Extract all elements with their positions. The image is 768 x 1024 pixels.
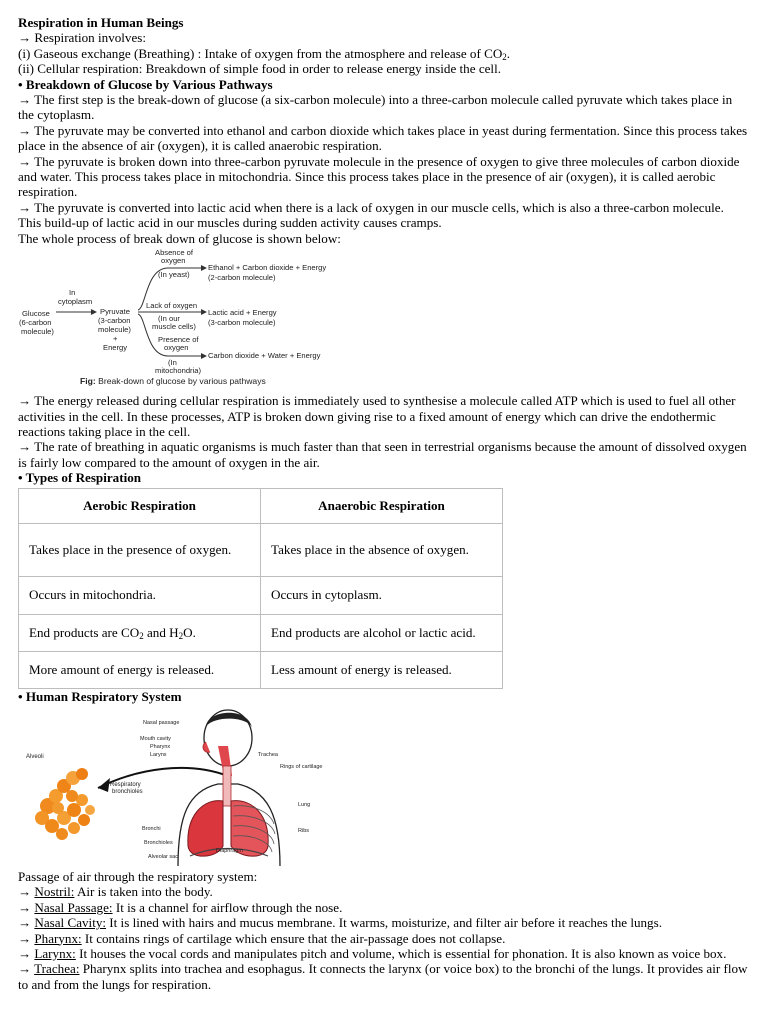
diagram-caption <box>80 376 266 386</box>
desc-nasal-passage: It is a channel for airflow through the nose. <box>112 899 343 915</box>
label-rings: Rings of cartilage <box>280 763 323 770</box>
diagram-pyruvate: Pyruvate <box>100 307 130 317</box>
term-pharynx: Pharynx: <box>34 930 82 946</box>
term-nasal-cavity: Nasal Cavity: <box>34 915 107 931</box>
cell-anaerobic-energy: Less amount of energy is released. <box>261 651 503 688</box>
glucose-para-5: The whole process of break down of glucose is shown below: <box>18 230 341 246</box>
label-resp-bronchioles-1: Respiratory <box>110 781 141 788</box>
diagram-pyruvate-sub1: (3-carbon <box>98 316 131 326</box>
label-resp-bronchioles-2: bronchioles <box>112 788 143 795</box>
co2-sub: 2 <box>139 630 144 641</box>
intro-line-2 <box>18 46 750 61</box>
term-nostril: Nostril: <box>34 884 75 900</box>
term-larynx: Larynx: <box>34 945 76 961</box>
table-row <box>19 576 503 614</box>
intro-line-1: → Respiration involves: <box>18 30 147 46</box>
passage-item-nasal-cavity <box>18 915 750 930</box>
label-trachea: Trachea <box>258 751 278 758</box>
diagram-lactic-sub: (3-carbon molecule) <box>208 318 276 328</box>
passage-item-trachea <box>18 961 750 992</box>
table-header-row <box>19 488 503 523</box>
cell-aerobic-location: Occurs in mitochondria. <box>19 576 261 614</box>
diagram-plus: + <box>113 334 118 344</box>
diagram-absence1: Absence of <box>155 248 193 258</box>
section-heading-glucose: • Breakdown of Glucose by Various Pathways <box>18 76 273 92</box>
section-heading-types: • Types of Respiration <box>18 470 142 486</box>
diagram-muscle2: muscle cells) <box>152 322 196 332</box>
passage-intro: Passage of air through the respiratory system: <box>18 868 258 884</box>
intro-line-3: (ii) Cellular respiration: Breakdown of simple food in order to release energy inside the cell. <box>18 61 501 77</box>
term-nasal-passage: Nasal Passage: <box>34 899 113 915</box>
header-anaerobic: Anaerobic Respiration <box>261 488 503 523</box>
diagram-mito1: (In <box>168 358 177 368</box>
cell-anaerobic-location: Occurs in cytoplasm. <box>261 576 503 614</box>
glucose-para-3: → The pyruvate is broken down into three-carbon pyruvate molecule in the presence of oxygen to give three molecules of carbon dioxide and water. This process takes place in mitochondria. Since this process takes place in the presence of air (oxygen), it is called aerobic respiration. <box>18 153 740 200</box>
diagram-glucose: Glucose <box>22 309 50 319</box>
label-alveolar-sac: Alveolar sac <box>148 853 178 860</box>
respiration-comparison-table <box>18 488 503 689</box>
label-mouth-cavity: Mouth cavity <box>140 735 171 742</box>
arrow-text: → <box>18 899 35 915</box>
diagram-cytoplasm: cytoplasm <box>58 297 93 307</box>
table-row <box>19 523 503 576</box>
diagram-lack: Lack of oxygen <box>146 301 198 311</box>
desc-nasal-cavity: It is lined with hairs and mucus membrane. It warms, moisturize, and filter air before it reaches the lungs. <box>106 915 662 931</box>
diagram-ethanol-sub: (2-carbon molecule) <box>208 273 276 283</box>
label-nasal-passage: Nasal passage <box>143 719 180 726</box>
h2o-sub: 2 <box>178 630 184 641</box>
cell-anaerobic-place: Takes place in the absence of oxygen. <box>261 523 503 576</box>
diagram-energy: Energy <box>103 343 128 353</box>
desc-larynx: It houses the vocal cords and manipulates pitch and volume, which is essential for phonation. It is also known as voice box. <box>75 945 727 961</box>
intro-line-2-text: (i) Gaseous exchange (Breathing) : Intake of oxygen from the atmosphere and release of CO <box>18 45 503 61</box>
passage-item-nostril <box>18 884 750 899</box>
cell-aerobic-place: Takes place in the presence of oxygen. <box>19 523 261 576</box>
diagram-in: In <box>69 288 76 298</box>
desc-pharynx: It contains rings of cartilage which ensure that the air-passage does not collapse. <box>81 930 506 946</box>
diagram-in-yeast: (In yeast) <box>158 270 190 280</box>
co2-subscript: 2 <box>502 51 507 62</box>
label-alveoli: Alveoli <box>26 753 44 760</box>
diagram-pyruvate-sub2: molecule) <box>98 325 131 335</box>
diagram-lactic: Lactic acid + Energy <box>208 308 277 318</box>
atp-para: → The energy released during cellular respiration is immediately used to synthesise a molecule called ATP which is used to fuel all other activities in the cell. In these processes, ATP is broken down giving rise to a fixed amount of energy which can drive the endothermic reactions taking place in the cell. <box>18 393 736 439</box>
glucose-para-2: → The pyruvate may be converted into ethanol and carbon dioxide which takes place in yeast during fermentation. Since this process takes place in the absence of air (oxygen), it is called anaerobic respiration. <box>18 122 748 154</box>
desc-nostril: Air is taken into the body. <box>74 884 213 900</box>
document-page <box>18 15 750 992</box>
intro-line-2-end: . <box>506 45 511 61</box>
arrow-text: → <box>18 884 35 900</box>
zoom-arrowhead-icon <box>98 778 110 792</box>
cell-aerobic-products <box>19 614 261 651</box>
arrow-text: → <box>18 961 35 977</box>
products-text: End products are CO <box>29 624 140 640</box>
label-diaphragm: Diaphragm <box>216 847 243 854</box>
label-larynx: Larynx <box>150 751 167 758</box>
section-heading-system: • Human Respiratory System <box>18 688 182 704</box>
diagram-glucose-sub2: molecule) <box>21 327 54 337</box>
arrow-text: → <box>18 915 35 931</box>
label-lung: Lung <box>298 801 311 808</box>
diagram-mito2: mitochondria) <box>155 366 202 376</box>
diagram-muscle1: (In our <box>158 314 180 324</box>
glucose-para-1: → The first step is the break-down of glucose (a six-carbon molecule) into a three-carbon molecule called pyruvate which takes place in the cytoplasm. <box>18 92 733 123</box>
products-end: O. <box>183 624 196 640</box>
passage-item-larynx <box>18 946 750 961</box>
diagram-presence2: oxygen <box>164 343 189 353</box>
label-pharynx: Pharynx <box>150 743 171 750</box>
arrow-text: → <box>18 945 35 961</box>
alveoli-cluster-icon <box>35 768 95 840</box>
cell-anaerobic-products: End products are alcohol or lactic acid. <box>261 614 503 651</box>
diagram-ethanol: Ethanol + Carbon dioxide + Energy <box>208 263 327 273</box>
caption-label: Fig: <box>80 376 96 387</box>
diagram-glucose-sub: (6-carbon <box>19 318 52 328</box>
table-row <box>19 614 503 651</box>
trachea-icon <box>223 766 231 806</box>
respiratory-system-illustration <box>18 706 750 869</box>
passage-item-pharynx <box>18 931 750 946</box>
doc-title: Respiration in Human Beings <box>18 15 184 30</box>
aquatic-para: → The rate of breathing in aquatic organisms is much faster than that seen in terrestrial organisms because the amount of dissolved oxygen is fairly low compared to the amount of oxygen in the air. <box>18 439 747 470</box>
arrow-text: → <box>18 930 35 946</box>
respiratory-svg <box>18 706 358 869</box>
header-aerobic: Aerobic Respiration <box>19 488 261 523</box>
passage-item-nasal-passage <box>18 900 750 915</box>
caption-text: Break-down of glucose by various pathways <box>95 376 266 387</box>
desc-trachea: Pharynx splits into trachea and esophagus. It connects the larynx (or voice box) to the bronchi of the lungs. It provides air flow to and from the lungs for respiration. <box>18 961 748 992</box>
term-trachea: Trachea: <box>34 961 80 977</box>
products-mid: and H <box>143 624 179 640</box>
glucose-para-4: → The pyruvate is converted into lactic acid when there is a lack of oxygen in our muscle cells, which is also a three-carbon molecule. This build-up of lactic acid in our muscles during sudden activity causes cramps. <box>18 199 724 231</box>
cell-aerobic-energy: More amount of energy is released. <box>19 651 261 688</box>
diagram-co2: Carbon dioxide + Water + Energy <box>208 351 321 361</box>
table-row <box>19 651 503 688</box>
label-bronchi: Bronchi <box>142 825 161 832</box>
diagram-presence1: Presence of <box>158 335 199 345</box>
pathway-svg <box>18 248 358 390</box>
label-bronchioles: Bronchioles <box>144 839 173 846</box>
label-ribs: Ribs <box>298 827 310 834</box>
diagram-absence2: oxygen <box>161 256 186 266</box>
glucose-pathway-diagram <box>18 248 750 390</box>
